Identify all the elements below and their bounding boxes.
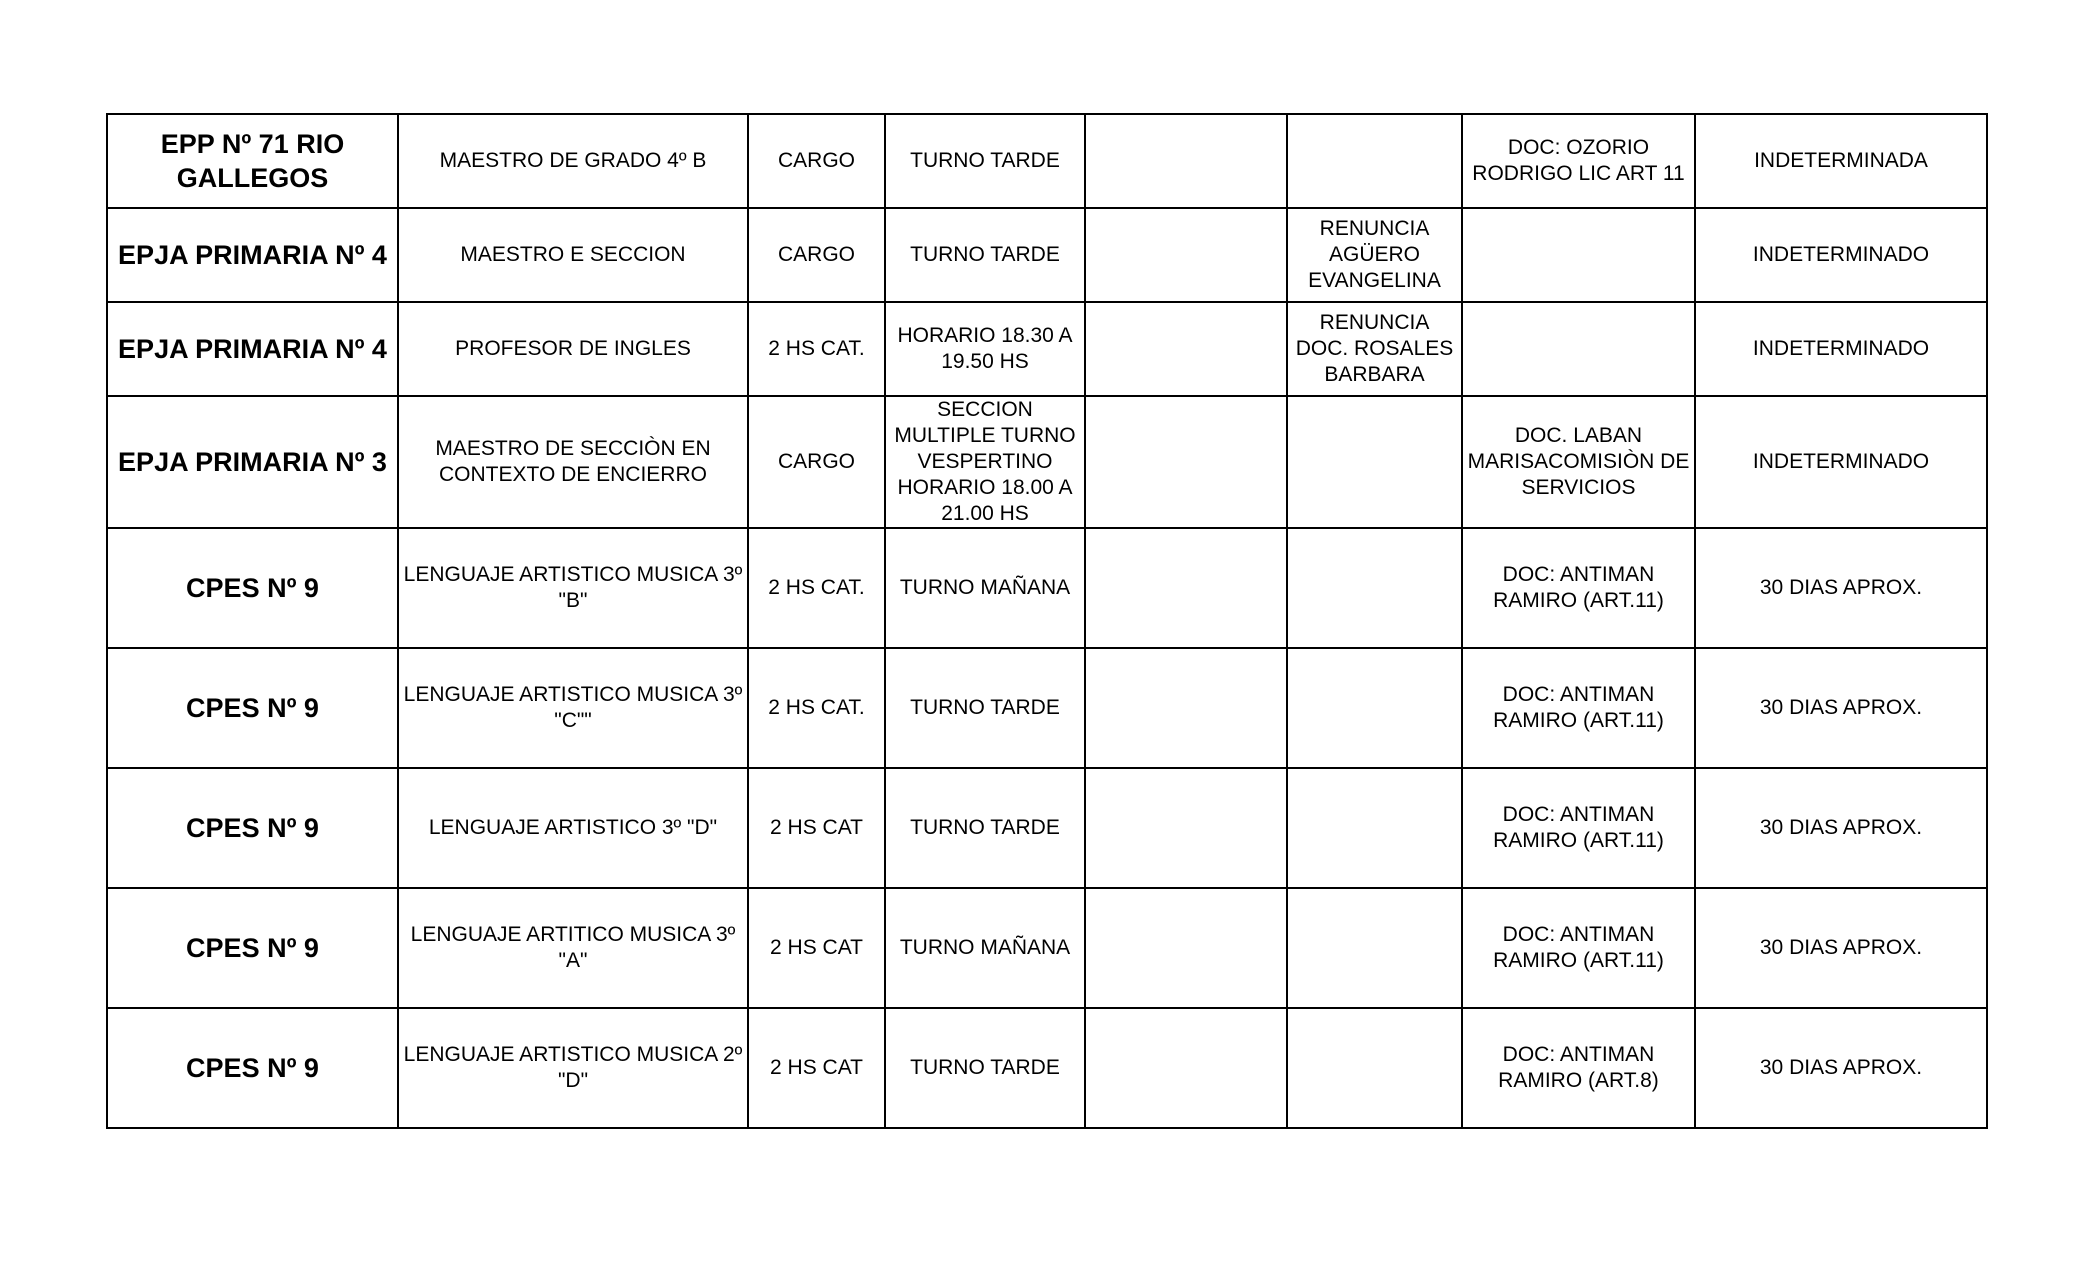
position-cell: MAESTRO E SECCION	[398, 208, 748, 302]
table-row	[107, 1008, 1987, 1128]
replaces-cell	[1462, 208, 1695, 302]
school-cell: EPJA PRIMARIA Nº 4	[107, 302, 398, 396]
position-cell: LENGUAJE ARTISTICO MUSICA 2º "D"	[398, 1008, 748, 1128]
table-row	[107, 302, 1987, 396]
reason-cell	[1287, 888, 1462, 1008]
duration-cell: INDETERMINADO	[1695, 396, 1987, 528]
schedule-cell: SECCION MULTIPLE TURNO VESPERTINO HORARIO 18.00 A 21.00 HS	[885, 396, 1085, 528]
schedule-cell: TURNO TARDE	[885, 114, 1085, 208]
school-cell: EPJA PRIMARIA Nº 3	[107, 396, 398, 528]
school-cell: EPP Nº 71 RIO GALLEGOS	[107, 114, 398, 208]
school-cell: EPJA PRIMARIA Nº 4	[107, 208, 398, 302]
empty-cell	[1085, 114, 1287, 208]
vacancy-table	[106, 113, 1988, 1129]
empty-cell	[1085, 1008, 1287, 1128]
type-cell: 2 HS CAT	[748, 1008, 885, 1128]
duration-cell: 30 DIAS APROX.	[1695, 1008, 1987, 1128]
reason-cell	[1287, 528, 1462, 648]
duration-cell: 30 DIAS APROX.	[1695, 648, 1987, 768]
table-row	[107, 208, 1987, 302]
reason-cell	[1287, 396, 1462, 528]
empty-cell	[1085, 528, 1287, 648]
position-cell: LENGUAJE ARTISTICO 3º "D"	[398, 768, 748, 888]
empty-cell	[1085, 888, 1287, 1008]
type-cell: 2 HS CAT.	[748, 648, 885, 768]
duration-cell: 30 DIAS APROX.	[1695, 888, 1987, 1008]
school-cell: CPES Nº 9	[107, 1008, 398, 1128]
table-row	[107, 528, 1987, 648]
empty-cell	[1085, 302, 1287, 396]
position-cell: MAESTRO DE SECCIÒN EN CONTEXTO DE ENCIERRO	[398, 396, 748, 528]
table-row	[107, 114, 1987, 208]
reason-cell	[1287, 1008, 1462, 1128]
table-row	[107, 648, 1987, 768]
type-cell: CARGO	[748, 396, 885, 528]
replaces-cell: DOC: ANTIMAN RAMIRO (ART.8)	[1462, 1008, 1695, 1128]
duration-cell: 30 DIAS APROX.	[1695, 528, 1987, 648]
empty-cell	[1085, 208, 1287, 302]
schedule-cell: TURNO TARDE	[885, 208, 1085, 302]
type-cell: 2 HS CAT.	[748, 528, 885, 648]
duration-cell: INDETERMINADA	[1695, 114, 1987, 208]
type-cell: 2 HS CAT	[748, 768, 885, 888]
empty-cell	[1085, 396, 1287, 528]
schedule-cell: HORARIO 18.30 A 19.50 HS	[885, 302, 1085, 396]
reason-cell	[1287, 768, 1462, 888]
table-row	[107, 396, 1987, 528]
replaces-cell	[1462, 302, 1695, 396]
school-cell: CPES Nº 9	[107, 528, 398, 648]
reason-cell: RENUNCIA DOC. ROSALES BARBARA	[1287, 302, 1462, 396]
reason-cell	[1287, 648, 1462, 768]
type-cell: CARGO	[748, 208, 885, 302]
replaces-cell: DOC: ANTIMAN RAMIRO (ART.11)	[1462, 768, 1695, 888]
position-cell: MAESTRO DE GRADO 4º B	[398, 114, 748, 208]
table-row	[107, 888, 1987, 1008]
schedule-cell: TURNO TARDE	[885, 768, 1085, 888]
replaces-cell: DOC: ANTIMAN RAMIRO (ART.11)	[1462, 648, 1695, 768]
schedule-cell: TURNO MAÑANA	[885, 888, 1085, 1008]
empty-cell	[1085, 768, 1287, 888]
schedule-cell: TURNO TARDE	[885, 648, 1085, 768]
replaces-cell: DOC: ANTIMAN RAMIRO (ART.11)	[1462, 888, 1695, 1008]
duration-cell: INDETERMINADO	[1695, 302, 1987, 396]
reason-cell	[1287, 114, 1462, 208]
replaces-cell: DOC: ANTIMAN RAMIRO (ART.11)	[1462, 528, 1695, 648]
position-cell: LENGUAJE ARTITICO MUSICA 3º "A"	[398, 888, 748, 1008]
school-cell: CPES Nº 9	[107, 768, 398, 888]
position-cell: LENGUAJE ARTISTICO MUSICA 3º "C""	[398, 648, 748, 768]
replaces-cell: DOC: OZORIO RODRIGO LIC ART 11	[1462, 114, 1695, 208]
school-cell: CPES Nº 9	[107, 648, 398, 768]
duration-cell: 30 DIAS APROX.	[1695, 768, 1987, 888]
position-cell: LENGUAJE ARTISTICO MUSICA 3º "B"	[398, 528, 748, 648]
school-cell: CPES Nº 9	[107, 888, 398, 1008]
empty-cell	[1085, 648, 1287, 768]
position-cell: PROFESOR DE INGLES	[398, 302, 748, 396]
type-cell: CARGO	[748, 114, 885, 208]
type-cell: 2 HS CAT.	[748, 302, 885, 396]
replaces-cell: DOC. LABAN MARISACOMISIÒN DE SERVICIOS	[1462, 396, 1695, 528]
schedule-cell: TURNO MAÑANA	[885, 528, 1085, 648]
table-row	[107, 768, 1987, 888]
reason-cell: RENUNCIA AGÜERO EVANGELINA	[1287, 208, 1462, 302]
duration-cell: INDETERMINADO	[1695, 208, 1987, 302]
schedule-cell: TURNO TARDE	[885, 1008, 1085, 1128]
type-cell: 2 HS CAT	[748, 888, 885, 1008]
